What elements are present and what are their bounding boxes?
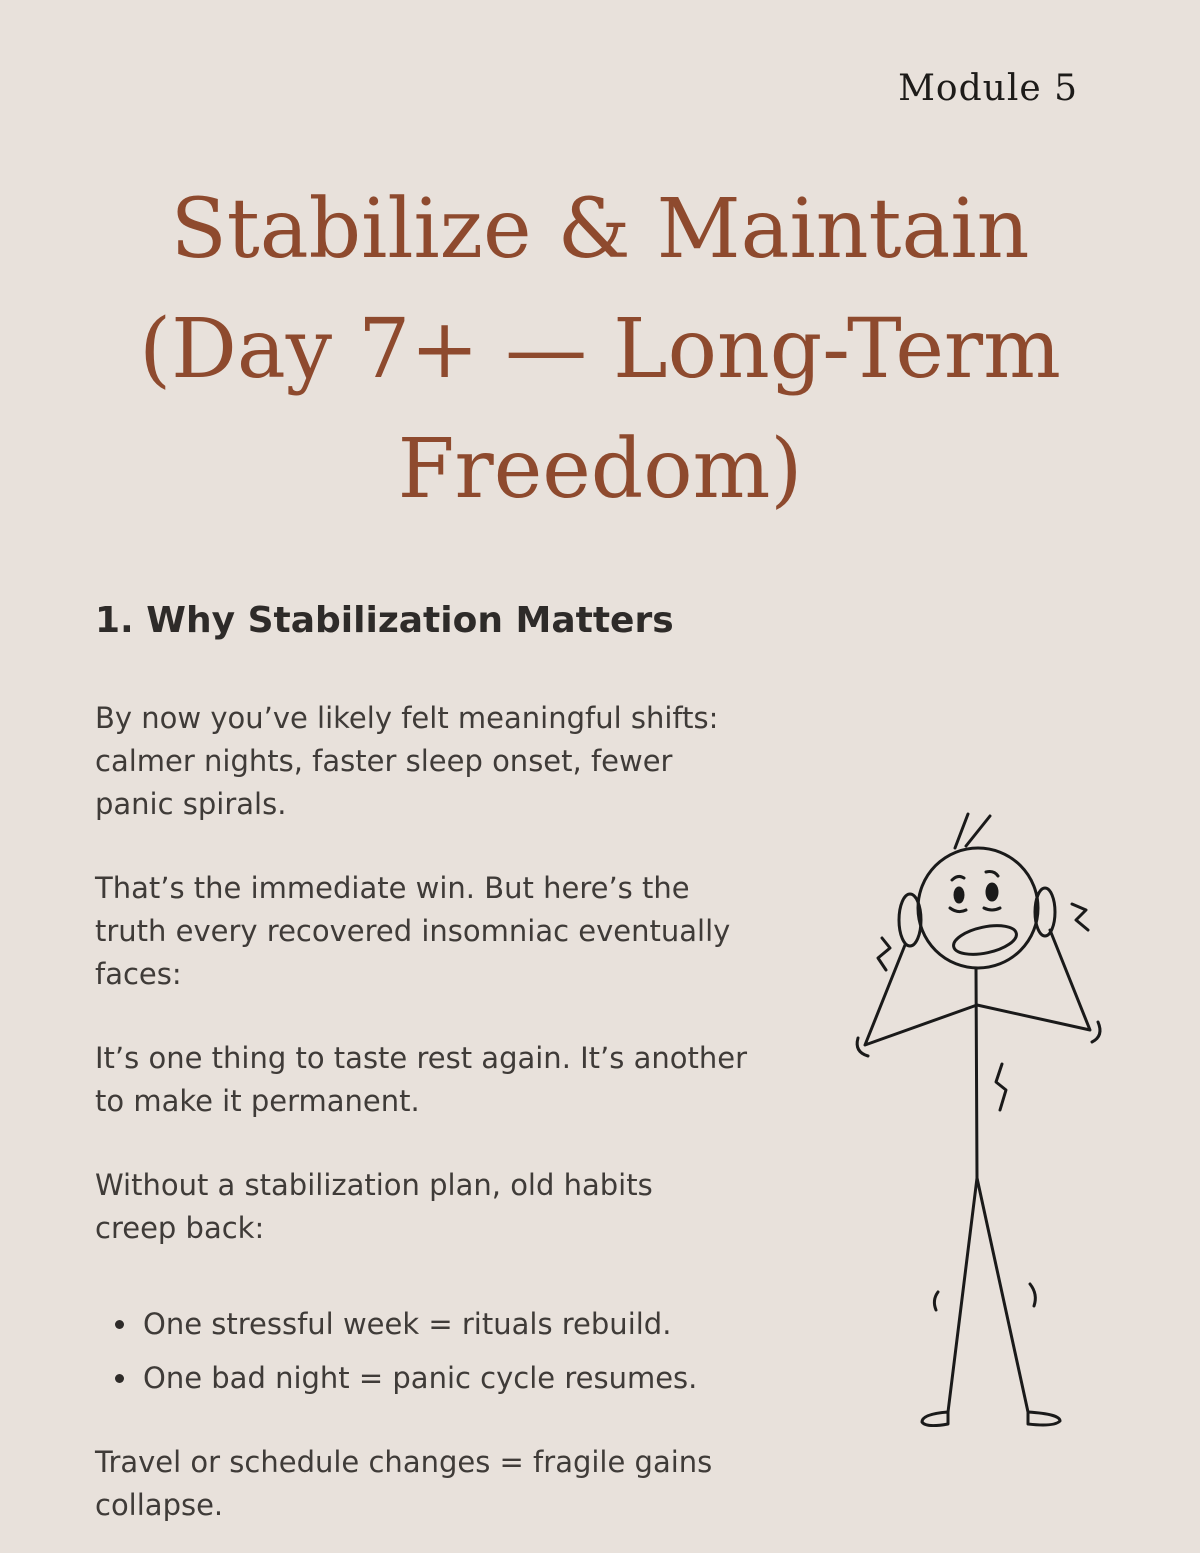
page-title bbox=[40, 170, 1160, 530]
bullet-list bbox=[95, 1297, 697, 1405]
title-line-1: Stabilize & Maintain bbox=[170, 182, 1030, 277]
list-item bbox=[95, 1351, 697, 1405]
module-label: Module 5 bbox=[898, 68, 1078, 109]
bullet-text: One bad night = panic cycle resumes. bbox=[143, 1361, 698, 1395]
closing-paragraph: Travel or schedule changes = fragile gains collapse. bbox=[95, 1445, 713, 1522]
paragraph-1: By now you’ve likely felt meaningful shifts: calmer nights, faster sleep onset, fewer panic spirals. bbox=[95, 701, 719, 821]
paragraph-3: It’s one thing to taste rest again. It’s another to make it permanent. bbox=[95, 1041, 748, 1118]
bullet-dot bbox=[115, 1374, 124, 1383]
section-heading: 1. Why Stabilization Matters bbox=[95, 600, 674, 641]
paragraph-2: That’s the immediate win. But here’s the truth every recovered insomniac eventually faces: bbox=[95, 871, 731, 991]
title-line-2: (Day 7+ — Long-Term bbox=[139, 302, 1061, 397]
bullet-dot bbox=[115, 1320, 124, 1329]
list-item bbox=[95, 1297, 697, 1351]
paragraph-4: Without a stabilization plan, old habits creep back: bbox=[95, 1168, 653, 1245]
bullet-text: One stressful week = rituals rebuild. bbox=[143, 1307, 672, 1341]
title-line-3: Freedom) bbox=[397, 422, 803, 517]
stressed-stick-figure-icon bbox=[840, 800, 1130, 1450]
